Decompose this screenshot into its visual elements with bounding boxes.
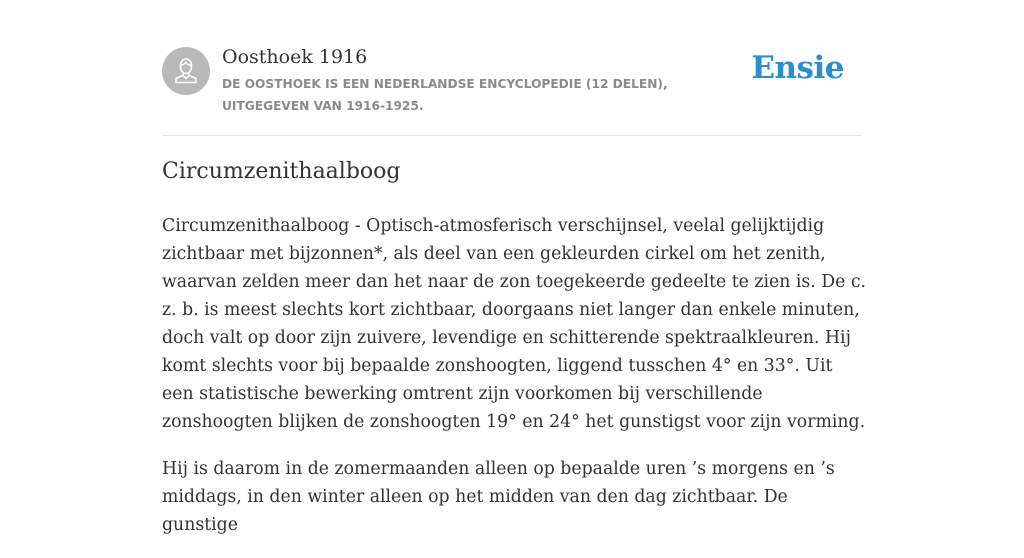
source-description: DE OOSTHOEK IS EEN NEDERLANDSE ENCYCLOPEDIE (12 DELEN), UITGEGEVEN VAN 1916-1925. (222, 77, 668, 113)
source-avatar[interactable] (162, 47, 210, 95)
article-body (162, 212, 866, 558)
article-title: Circumzenithaalboog (162, 159, 401, 184)
source-header (162, 44, 862, 136)
user-icon (162, 47, 210, 95)
article-paragraph-2: Hij is daarom in de zomermaanden alleen op bepaalde uren ’s morgens en ’s middags, in den winter alleen op het midden van den dag zichtbaar. De gunstige (162, 459, 835, 535)
article-paragraph-1: Circumzenithaalboog - Optisch-atmosferisch verschijnsel, veelal gelijktijdig zichtbaar met bijzonnen*, als deel van een gekleurden cirkel om het zenith, waarvan zelden meer dan het naar de zon toegekeerde gedeelte te zien is. De c. z. b. is meest slechts kort zichtbaar, doorgaans niet langer dan enkele minuten, doch valt op door zijn zuivere, levendige en schitterende spektraalkleuren. Hij komt slechts voor bij bepaalde zonshoogten, liggend tusschen 4° en 33°. Uit een statistische bewerking omtrent zijn voorkomen bij verschillende zonshoogten blijken de zonshoogten 19° en 24° het gunstigst voor zijn vorming. (162, 216, 867, 432)
ensie-logo[interactable]: Ensie (751, 50, 844, 86)
source-name[interactable]: Oosthoek 1916 (222, 46, 368, 68)
